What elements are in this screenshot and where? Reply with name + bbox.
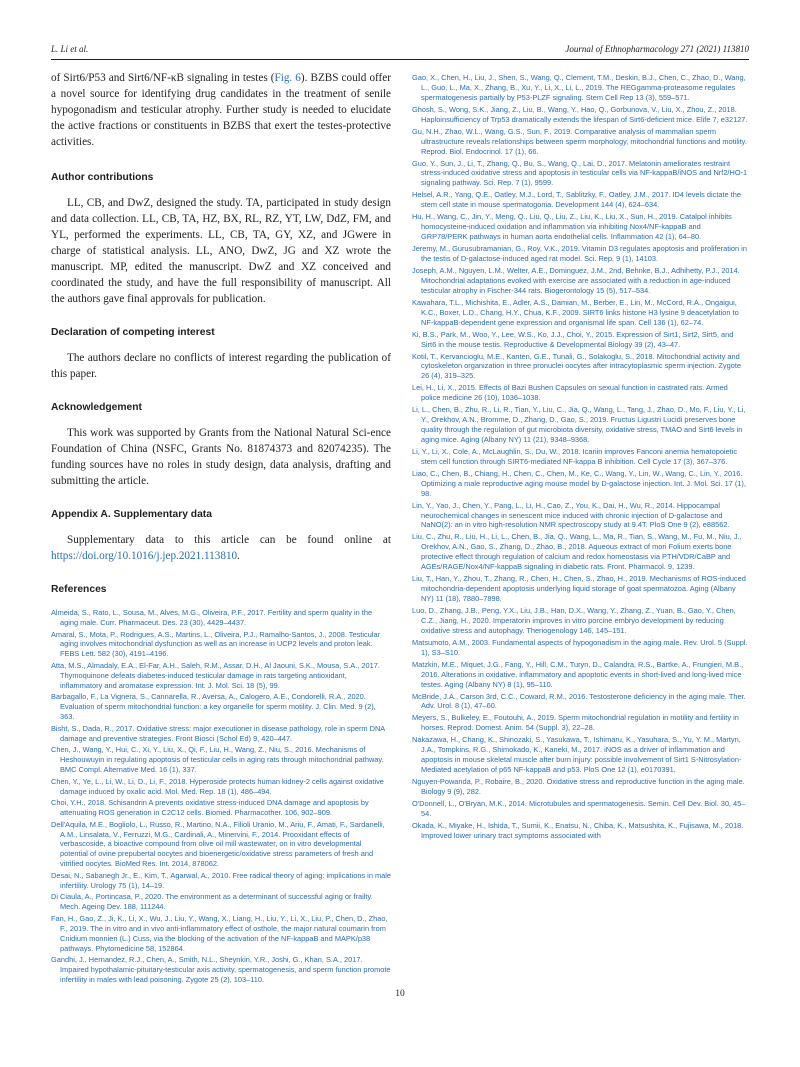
reference-entry[interactable]: Helsel, A.R., Yang, Q.E., Oatley, M.J., Lord, T., Sablitzky, F., Oatley, J.M., 2017. ID4 levels dictate the stem cell state in mouse spermatogonia. Development 144 (4), 624–634.: [412, 190, 742, 210]
reference-entry[interactable]: Lin, Y., Yao, J., Chen, Y., Pang, L., Li, H., Cao, Z., You, K., Dai, H., Wu, R., 2014. Hippocampal neurochemical changes in senescent mice induced with chronic injection of D-galactose and NaNO(2): an in vitro high-resolution NMR spectroscopy study at 9.4T. PloS One 9 (2), e88562.: [412, 500, 730, 530]
reference-entry[interactable]: Bisht, S., Dada, R., 2017. Oxidative stress: major executioner in disease pathology, role in sperm DNA damage and preventive strategies. Front Biosci (Schol Ed) 9, 420–447.: [51, 723, 385, 743]
reference-entry[interactable]: Di Ciaula, A., Portincasa, P., 2020. The environment as a determinant of successful aging or frailty. Mech. Ageing Dev. 188, 111244.: [51, 892, 373, 912]
reference-entry[interactable]: Gandhi, J., Hernandez, R.J., Chen, A., Smith, N.L., Sheynkin, Y.R., Joshi, G., Khan, S.A., 2017. Impaired hypothalamic-pituitary-testicular axis activity, spermatogenesis, and sperm function promote infertility in males with lead poisoning. Zygote 25 (2), 103–110.: [51, 955, 391, 984]
reference-entry[interactable]: Guo, Y., Sun, J., Li, T., Zhang, Q., Bu, S., Wang, Q., Lai, D., 2017. Melatonin ameliorates restraint stress-induced oxidative stress and apoptosis in testicular cells via NF-kappaB/iNOS and Nrf2/HO-1 signaling pathway. Sci. Rep. 7 (1), 9599.: [412, 158, 748, 188]
section-title-references: References: [51, 584, 107, 595]
left-column: [51, 70, 391, 987]
contributions-paragraph: LL, CB, and DwZ, designed the study. TA, participated in study design and data collection. LL, CB, TA, HZ, BX, RL, RZ, YT, LW, DdZ, FM, and YL, performed the experiments. LL, CB, TA, GY, XZ, and JGwere in charge of statistical analysis. LL, ANO, DwZ, JG and XZ wrote the manuscript. MP, edited the manuscript. DwZ and XZ conceived and coordinated the study, and have the full responsibility of manuscript. All the authors gave final approvals for publication.: [51, 197, 391, 305]
running-header: [51, 44, 749, 58]
reference-entry[interactable]: Liao, C., Chen, B., Chiang, H., Chen, C., Chen, M., Ke, C., Wang, Y., Lin, W., Wang, C., Lin, Y., 2016. Optimizing a male reproductive aging mouse model by D-galactose injection. Int. J. Mol. Sci. 17 (1), 98.: [412, 468, 746, 498]
reference-entry[interactable]: Fan, H., Gao, Z., Ji, K., Li, X., Wu, J., Liu, Y., Wang, X., Liang, H., Liu, Y., Li, X., Liu, P., Chen, D., Zhao, F., 2019. The in vitro and in vivo anti-inflammatory effect of osthole, the major natural coumarin from Cnidium monnieri (L.) Cuss, via the blocking of the activation of the NF-kappaB and MAPK/p38 pathways. Phytomedicine 58, 152864.: [51, 913, 388, 953]
header-journal: Journal of Ethnopharmacology 271 (2021) 113810: [565, 44, 749, 54]
reference-entry[interactable]: Kotil, T., Kervancioglu, M.E., Kanten, G.E., Tunali, G., Solakoglu, S., 2018. Mitochondrial activity and cytoskeleton organization in three pronuclei oocytes after intracytoplasmic sperm injection. Zygote 26 (4), 319–325.: [412, 351, 742, 381]
reference-entry[interactable]: Gao, X., Chen, H., Liu, J., Shen, S., Wang, Q., Clement, T.M., Deskin, B.J., Chen, C., Zhao, D., Wang, L., Guo, L., Ma, X., Zhang, B., Xu, Y., Li, X., Li, L., 2019. The REGgamma-proteasome regulates spermatogenesis partially by P53-PLZF signaling. Stem Cell Rep 13 (3), 559–571.: [412, 73, 746, 102]
section-title-competing-interest: Declaration of competing interest: [51, 327, 215, 338]
reference-entry[interactable]: Amaral, S., Mota, P., Rodrigues, A.S., Martins, L., Oliveira, P.J., Ramalho-Santos, J., 2008. Testicular aging involves mitochondrial dysfunction as well as an increase in UCP2 levels and proton leak. FEBS Lett. 582 (30), 4191–4196.: [51, 629, 381, 659]
reference-entry[interactable]: Nguyen-Powanda, P., Robaire, B., 2020. Oxidative stress and reproductive function in the aging male. Biology 9 (9), 282.: [412, 777, 745, 796]
intro-paragraph: [51, 70, 391, 150]
reference-entry[interactable]: Ghosh, S., Wong, S.K., Jiang, Z., Liu, B., Wang, Y., Hao, Q., Gorbunova, V., Liu, X., Zhou, Z., 2018. Haploinsufficiency of Trp53 dramatically extends the lifespan of Sirt6-deficient mice. Elife 7, e32127.: [412, 104, 748, 124]
reference-entry[interactable]: Okada, K., Miyake, H., Ishida, T., Sumii, K., Enatsu, N., Chiba, K., Matsushita, K., Fujisawa, M., 2018. Improved lower urinary tract symptoms associated with: [412, 820, 744, 840]
supplementary-doi-link[interactable]: https://doi.org/10.1016/j.jep.2021.113810: [51, 550, 238, 562]
reference-entry[interactable]: Desai, N., Sabanegh Jr., E., Kim, T., Agarwal, A., 2010. Free radical theory of aging: implications in male infertility. Urology 75 (1), 14–19.: [51, 870, 391, 890]
reference-entry[interactable]: Almeida, S., Rato, L., Sousa, M., Alves, M.G., Oliveira, P.F., 2017. Fertility and sperm quality in the aging male. Curr. Pharmaceut. Des. 23 (30), 4429–4437.: [51, 608, 373, 627]
reference-entry[interactable]: Luo, D., Zhang, J.B., Peng, Y.X., Liu, J.B., Han, D.X., Wang, Y., Zhang, Z., Yuan, B., Gao, Y., Chen, C.Z., Jiang, H., 2020. Imperatorin improves in vitro porcine embryo development by reducing oxidative stress and autophagy. Theriogenology 146, 145–151.: [412, 606, 736, 635]
reference-entry[interactable]: Barbagallo, F., La Vignera, S., Cannarella, R., Aversa, A., Calogero, A.E., Condorelli, R.A., 2020. Evaluation of sperm mitochondrial function: a key organelle for sperm motility. J. Clin. Med. 9 (2), 363.: [51, 692, 376, 722]
reference-entry[interactable]: Atta, M.S., Almadaly, E.A., El-Far, A.H., Saleh, R.M., Assar, D.H., Al Jaouni, S.K., Mousa, S.A., 2017. Thymoquinone defeats diabetes-induced testicular damage in rats targeting antioxidant, inflammatory and aromatase expression. Int. J. Mol. Sci. 18 (5), 99.: [51, 660, 380, 690]
competing-interest-paragraph: The authors declare no conflicts of interest regarding the publication of this paper.: [51, 352, 391, 380]
reference-entry[interactable]: Gu, N.H., Zhao, W.L., Wang, G.S., Sun, F., 2019. Comparative analysis of mammalian sperm ultrastructure reveals relationships between sperm morphology, mitochondrial functions and motility. Reprod. Biol. Endocrinol. 17 (1), 66.: [412, 126, 747, 156]
reference-entry[interactable]: Ki, B.S., Park, M., Woo, Y., Lee, W.S., Ko, J.J., Choi, Y., 2015. Expression of Sirt1, Sirt2, Sirt5, and Sirt6 in the mouse testis. Reproductive & Developmental Biology 39 (2), 43–47.: [412, 329, 734, 349]
reference-entry[interactable]: Jeremy, M., Gurusubramanian, G., Roy, V.K., 2019. Vitamin D3 regulates apoptosis and proliferation in the testis of D-galactose-induced aged rat model. Sci. Rep. 9 (1), 14103.: [412, 244, 747, 263]
reference-entry[interactable]: Liu, T., Han, Y., Zhou, T., Zhang, R., Chen, H., Chen, S., Zhao, H., 2019. Mechanisms of ROS-induced mitochondria-dependent apoptosis underlying liquid storage of goat spermatozoa. Aging (Albany NY) 11 (18), 7880–7898.: [412, 574, 746, 603]
reference-entry[interactable]: Lei, H., Li, X., 2015. Effects of Bazi Bushen Capsules on sexual function in castrated rats. Armed police medicine 26 (10), 1036–1038.: [412, 383, 728, 403]
reference-entry[interactable]: O'Donnell, L., O'Bryan, M.K., 2014. Microtubules and spermatogenesis. Semin. Cell Dev. Biol. 30, 45–54.: [412, 798, 746, 818]
fig-6-link[interactable]: Fig. 6: [274, 72, 301, 84]
reference-entry[interactable]: McBride, J.A., Carson 3rd, C.C., Coward, R.M., 2016. Testosterone deficiency in the aging male. Ther. Adv. Urol. 8 (1), 47–60.: [412, 691, 746, 711]
reference-entry[interactable]: Matsumoto, A.M., 2003. Fundamental aspects of hypogonadism in the aging male. Rev. Urol. 5 (Suppl. 1), S3–S10.: [412, 637, 748, 657]
reference-entry[interactable]: Choi, Y.H., 2018. Schisandrin A prevents oxidative stress-induced DNA damage and apoptosis by attenuating ROS generation in C2C12 cells. Biomed. Pharmacother. 106, 902–909.: [51, 798, 369, 818]
reference-list-left: [51, 608, 391, 985]
reference-entry[interactable]: Li, Y., Li, X., Cole, A., McLaughlin, S., Du, W., 2018. Icariin improves Fanconi anemia hematopoietic stem cell function through SIRT6-mediated NF-kappa B inhibition. Cell Cycle 17 (3), 367–376.: [412, 446, 738, 466]
reference-list-right: [412, 73, 749, 841]
appendix-text-end: .: [237, 550, 240, 562]
acknowledgement-paragraph: This work was supported by Grants from the National Natural Sci-ence Foundation of China (NSFC, Grants No. 81874373 and 82074235). The funding sources have no roles in study design, data analysis, drafting and submitting the article.: [51, 427, 391, 487]
appendix-text: Supplementary data to this article can be found online at: [67, 534, 391, 546]
header-rule: [51, 59, 749, 60]
section-title-appendix: Appendix A. Supplementary data: [51, 509, 212, 520]
reference-entry[interactable]: Chen, Y., Ye, L., Li, W., Li, D., Li, F., 2018. Hyperoside protects human kidney-2 cells against oxidative damage induced by oxalic acid. Mol. Med. Rep. 18 (1), 486–494.: [51, 776, 384, 796]
section-title-acknowledgement: Acknowledgement: [51, 402, 142, 413]
reference-entry[interactable]: Li, L., Chen, B., Zhu, R., Li, R., Tian, Y., Liu, C., Jia, Q., Wang, L., Tang, J., Zhao, D., Mo, F., Liu, Y., Li, Y., Orekhov, A.N., Bromme, D., Zhang, D., Gao, S., 2019. Fructus Ligustri Lucidi preserves bone quality through the regulation of gut microbiota diversity, oxidative stress, TMAO and Sirt6 levels in aging mice. Aging (Albany NY) 11 (21), 9348–9368.: [412, 405, 746, 444]
reference-entry[interactable]: Kawahara, T.L., Michishita, E., Adler, A.S., Damian, M., Berber, E., Lin, M., McCord, R.A., Ongaigui, K.C., Boxer, L.D., Chang, H.Y., Chua, K.F., 2009. SIRT6 links histone H3 lysine 9 deacetylation to NF-kappaB-dependent gene expression and organismal life span. Cell 136 (1), 62–74.: [412, 297, 739, 327]
reference-entry[interactable]: Hu, H., Wang, C., Jin, Y., Meng, Q., Liu, Q., Liu, Z., Liu, K., Liu, X., Sun, H., 2019. Catalpol inhibits homocysteine-induced oxidation and inflammation via inhibiting Nox4/NF-kappaB and GRP78/PERK pathways in human aorta endothelial cells. Inflammation 42 (1), 64–80.: [412, 212, 732, 242]
reference-entry[interactable]: Matzkin, M.E., Miquet, J.G., Fang, Y., Hill, C.M., Turyn, D., Calandra, R.S., Bartke, A., Frungieri, M.B., 2016. Alterations in oxidative, inflammatory and apoptotic events in short-lived and long-lived mice testes. Aging (Albany NY) 8 (1), 95–110.: [412, 659, 744, 689]
intro-text-end: ). BZBS could offer a novel source for identifying drug candidates in the treatment of senile hypogonadism and testicular atrophy. Further study is needed to elucidate the active fractions or constituents in BZBS that exert the testes-protective activities.: [51, 72, 391, 148]
header-authors: L. Li et al.: [51, 44, 89, 54]
reference-entry[interactable]: Liu, C., Zhu, R., Liu, H., Li, L., Chen, B., Jia, Q., Wang, L., Ma, R., Tian, S., Wang, M., Fu, M., Niu, J., Orekhov, A.N., Gao, S., Zhang, D., Zhao, B., 2018. Aqueous extract of mori Folium exerts bone protective effect through regulation of calcium and redox homeostasis via PTH/VDR/CaBP and AGEs/RAGE/Nox4/NF-kappaB signaling in diabetic rats. Front. Pharmacol. 9, 1239.: [412, 532, 742, 572]
reference-entry[interactable]: Dell'Aquila, M.E., Bogliolo, L., Russo, R., Martino, N.A., Filioli Uranio, M., Ariu, F., Amati, F., Sardanelli, A.M., Linsalata, V., Ferruzzi, M.G., Cardinali, A., Minervini, F., 2014. Prooxidant effects of verbascoside, a bioactive compound from olive oil mill wastewater, on in vitro developmental potential of ovine prepubertal oocytes and bioenergetic/oxidative stress parameters of fresh and vitrified oocytes. BioMed Res. Int. 2014, 878062.: [51, 819, 385, 869]
right-column: [412, 73, 749, 843]
reference-entry[interactable]: Meyers, S., Bulkeley, E., Foutouhi, A., 2019. Sperm mitochondrial regulation in motility and fertility in horses. Reprod. Domest. Anim. 54 (Suppl. 3), 22–28.: [412, 713, 739, 733]
intro-text-start: of Sirt6/P53 and Sirt6/NF-κB signaling in testes (: [51, 72, 275, 84]
section-title-contributions: Author contributions: [51, 172, 154, 183]
reference-entry[interactable]: Nakazawa, H., Chang, K., Shinozaki, S., Yasukawa, T., Ishimaru, K., Yasuhara, S., Yu, Y. M., Martyn, J.A., Tompkins, R.G., Shimokado, K., Kaneki, M., 2017. iNOS as a driver of inflammation and apoptosis in mouse skeletal muscle after burn injury: possible involvement of Sirt1 S-Nitrosylation-Mediated acetylation of p65 NF-kappaB and p53. PloS One 12 (1), e0170391.: [412, 735, 742, 775]
reference-entry[interactable]: Joseph, A.M., Nguyen, L.M., Welter, A.E., Dominguez, J.M., 2nd, Behnke, B.J., Adhihetty, P.J., 2014. Mitochondrial adaptations evoked with exercise are associated with a reduction in age-induced testicular atrophy in Fischer-344 rats. Biogerontology 15 (5), 517–534.: [412, 265, 740, 295]
reference-entry[interactable]: Chen, J., Wang, Y., Hui, C., Xi, Y., Liu, X., Qi, F., Liu, H., Wang, Z., Niu, S., 2016. Mechanisms of Heshouwuyin in regulating apoptosis of testicular cells in aging rats through mitochondrial pathway. BMC Compl. Alternative Med. 16 (1), 337.: [51, 745, 384, 775]
page-number: 10: [395, 989, 405, 999]
appendix-paragraph: [51, 532, 391, 564]
